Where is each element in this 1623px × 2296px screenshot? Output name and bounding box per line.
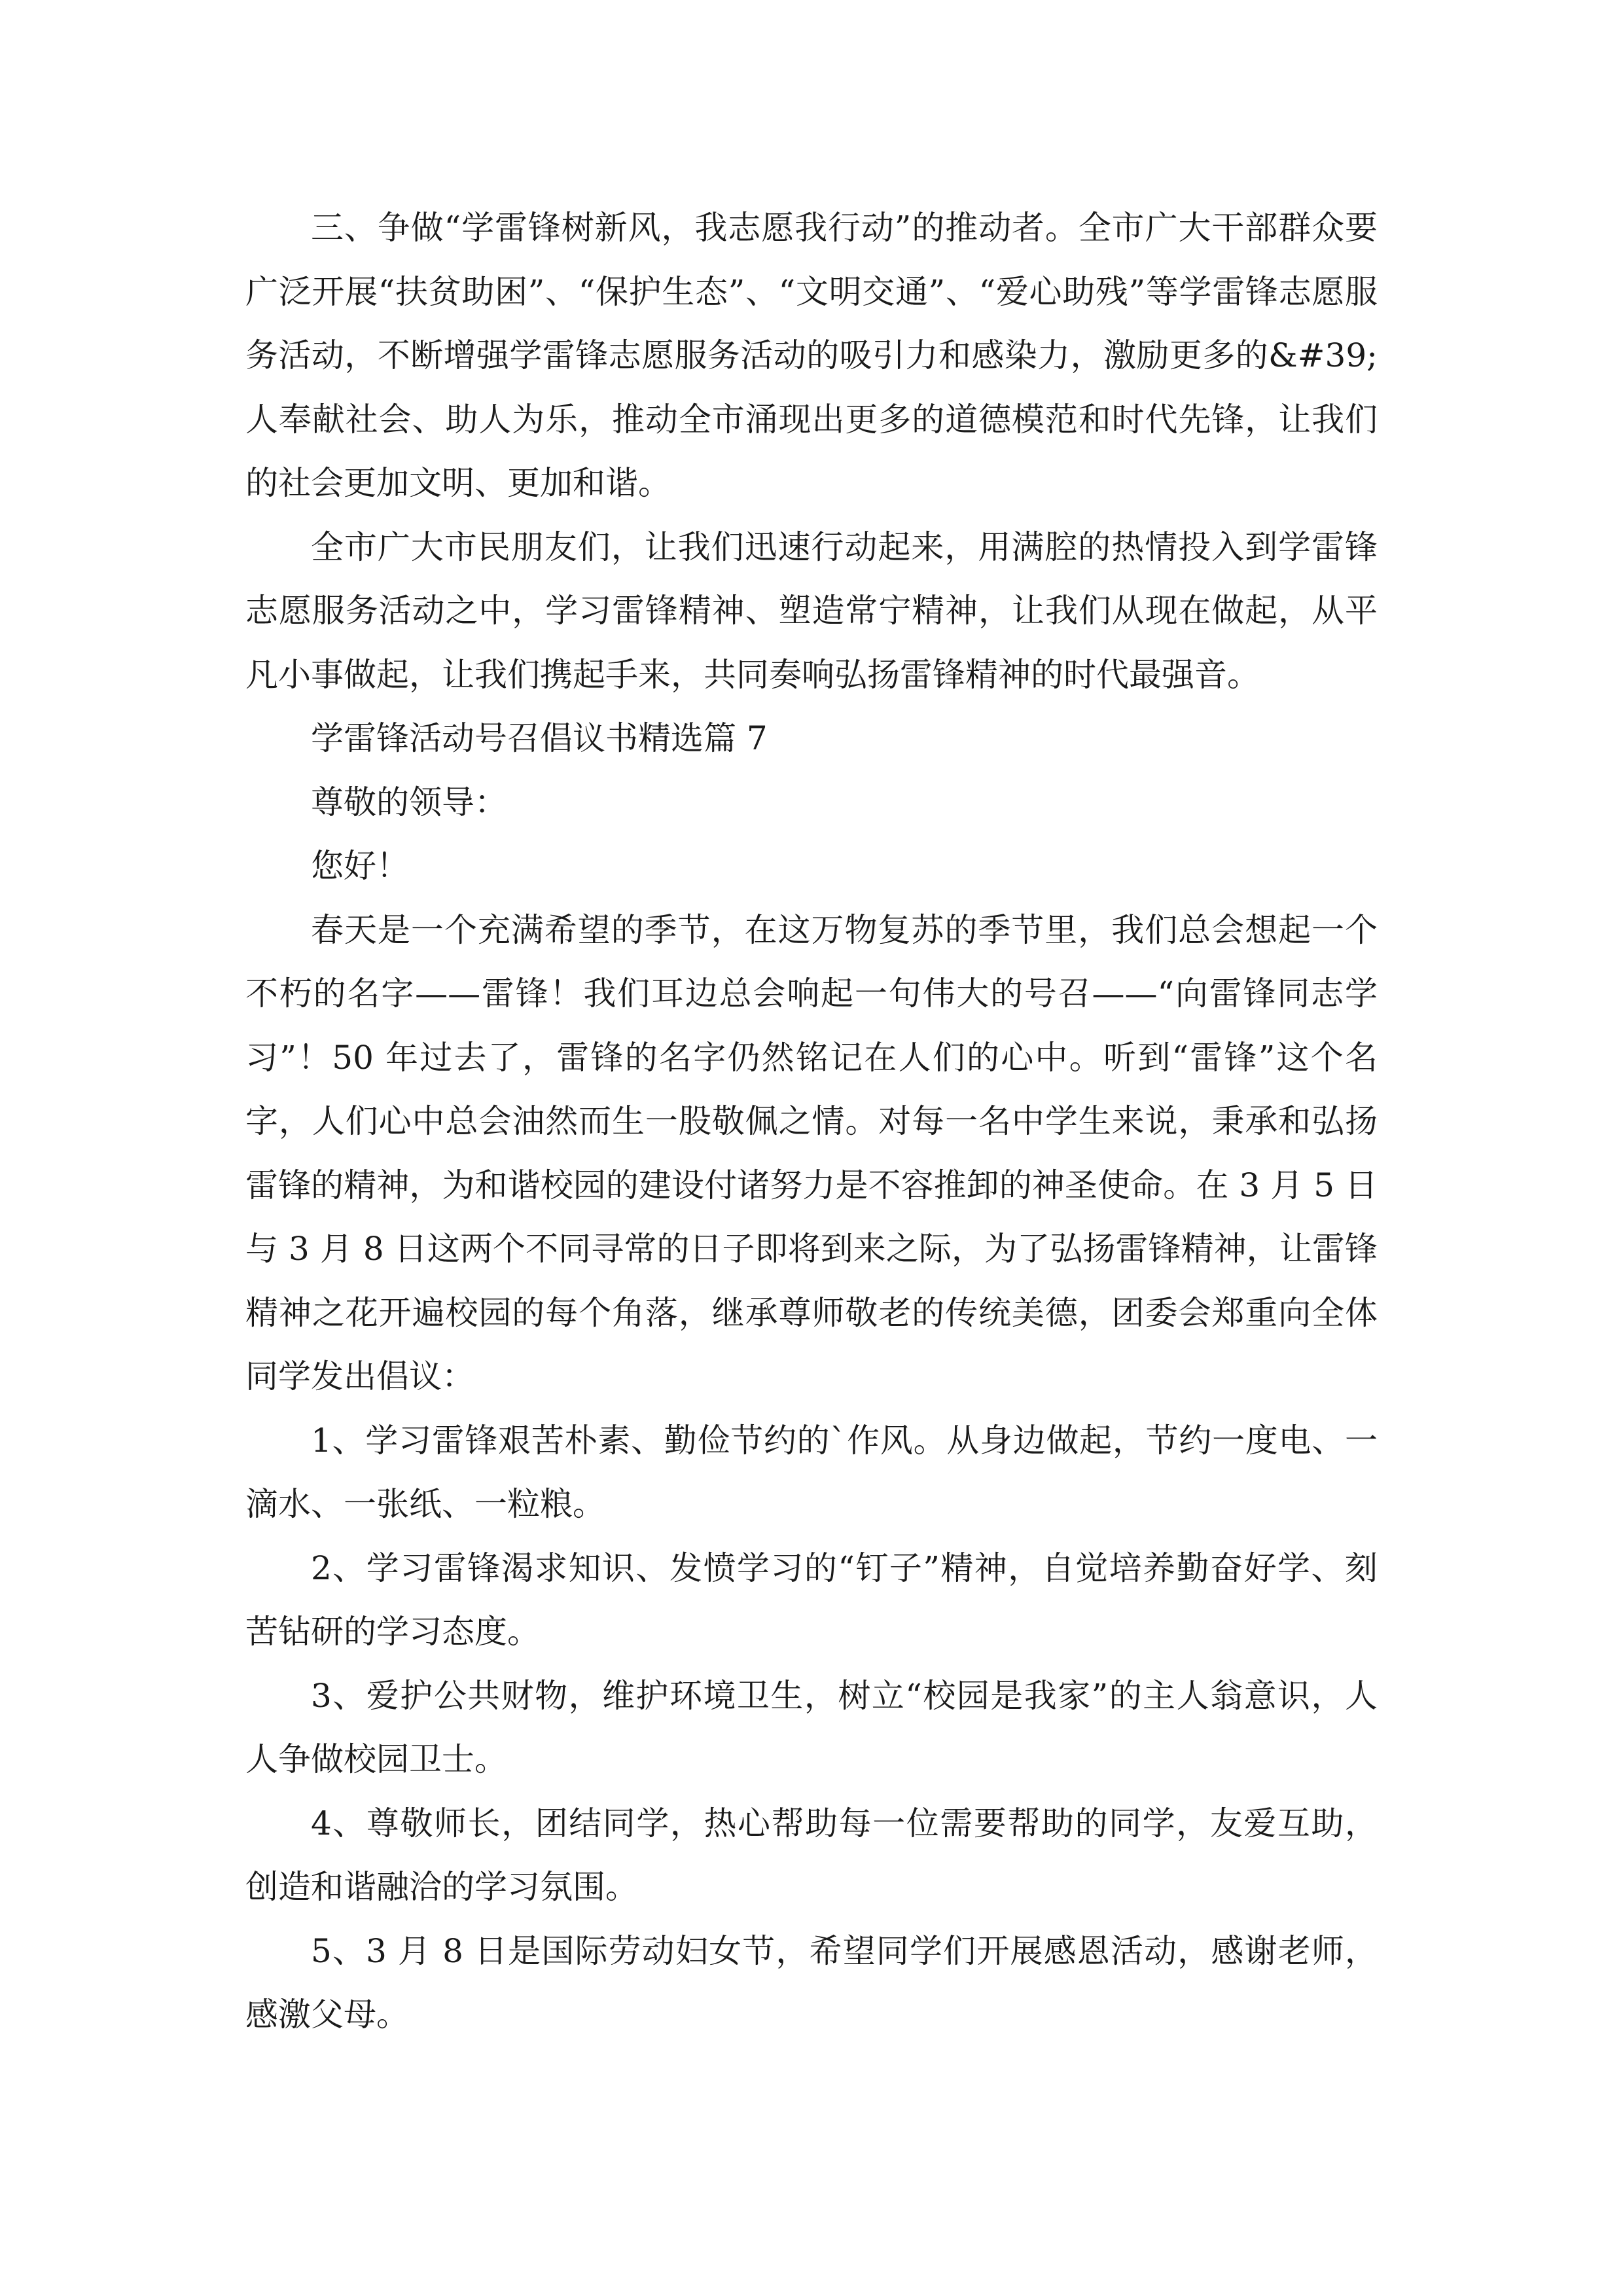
proposal-item-3: 3、爱护公共财物，维护环境卫生，树立“校园是我家”的主人翁意识，人人争做校园卫士。 [245,1676,1378,1778]
paragraph-volunteer-service: 三、争做“学雷锋树新风，我志愿我行动”的推动者。全市广大干部群众要广泛开展“扶贫助困”、“保护生态”、“文明交通”、“爱心助残”等学雷锋志愿服务活动，不断增强学雷锋志愿服务活动的吸引力和感染力，激励更多的&#39;人奉献社会、助人为乐，推动全市涌现出更多的道德模范和时代先锋，让我们的社会更加文明、更加和谐。 [245,209,1378,502]
proposal-item-1: 1、学习雷锋艰苦朴素、勤俭节约的`作风。从身边做起，节约一度电、一滴水、一张纸、一粒粮。 [245,1421,1378,1523]
paragraph-introduction: 春天是一个充满希望的季节，在这万物复苏的季节里，我们总会想起一个不朽的名字——雷锋！我们耳边总会响起一句伟大的号召——“向雷锋同志学习”！50 年过去了，雷锋的名字仍然铭记在人们的心中。听到“雷锋”这个名字，人们心中总会油然而生一股敬佩之情。对每一名中学生来说，秉承和弘扬雷锋的精神，为和谐校园的建设付诸努力是不容推卸的神圣使命。在 3 月 5 日与 3 月 8 日这两个不同寻常的日子即将到来之际，为了弘扬雷锋精神，让雷锋精神之花开遍校园的每个角落，继承尊师敬老的传统美德，团委会郑重向全体同学发出倡议： [245,910,1378,1395]
paragraph-call-to-action: 全市广大市民朋友们，让我们迅速行动起来，用满腔的热情投入到学雷锋志愿服务活动之中，学习雷锋精神、塑造常宁精神，让我们从现在做起，从平凡小事做起，让我们携起手来，共同奏响弘扬雷锋精神的时代最强音。 [245,528,1378,694]
proposal-item-4: 4、尊敬师长，团结同学，热心帮助每一位需要帮助的同学，友爱互助，创造和谐融洽的学习氛围。 [245,1804,1378,1906]
proposal-item-2: 2、学习雷锋渴求知识、发愤学习的“钉子”精神，自觉培养勤奋好学、刻苦钻研的学习态度。 [245,1549,1378,1651]
salutation: 尊敬的领导： [311,783,507,821]
proposal-item-5: 5、3 月 8 日是国际劳动妇女节，希望同学们开展感恩活动，感谢老师，感激父母。 [245,1931,1378,2034]
section-heading: 学雷锋活动号召倡议书精选篇 7 [311,719,768,757]
greeting: 您好！ [311,847,409,885]
document-body [245,196,1378,2047]
